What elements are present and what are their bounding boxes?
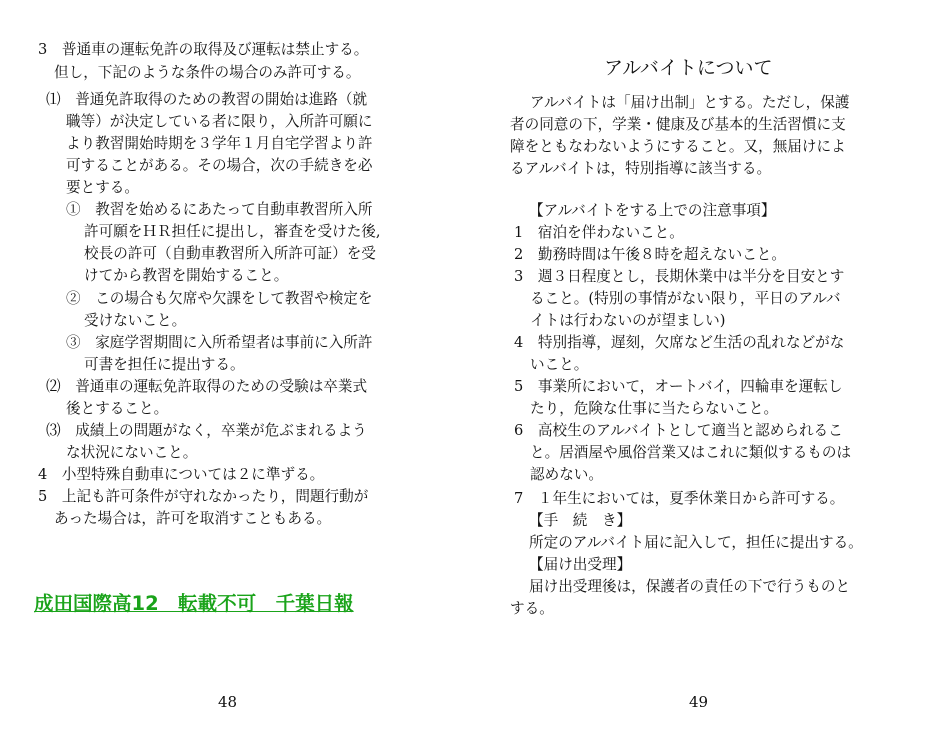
- right-text-line: 3 週３日程度とし，長期休業中は半分を目安とす: [514, 268, 845, 285]
- right-text-line: 2 勤務時間は午後８時を超えないこと。: [514, 246, 786, 263]
- left-text-line: 受けないこと。: [84, 312, 187, 329]
- left-text-line: 職等）が決定している者に限り，入所許可願に: [66, 113, 373, 130]
- right-text-line: 認めない。: [530, 466, 603, 483]
- right-text-line: 所定のアルバイト届に記入して，担任に提出する。: [529, 534, 863, 551]
- left-text-line: 要とする。: [66, 179, 139, 196]
- right-text-line: ること。(特別の事情がない限り，平日のアルバ: [530, 290, 841, 307]
- right-text-line: イトは行わないのが望ましい): [530, 312, 726, 329]
- section-title: アルバイトについて: [604, 57, 773, 79]
- right-text-line: 1 宿泊を伴わないこと。: [514, 224, 684, 241]
- left-text-line: より教習開始時期を３学年１月自宅学習より許: [66, 135, 373, 152]
- right-text-line: 6 高校生のアルバイトとして適当と認められるこ: [514, 422, 843, 439]
- left-text-line: けてから教習を開始すること。: [84, 267, 289, 284]
- left-text-line: 但し，下記のような条件の場合のみ許可する。: [54, 64, 361, 81]
- right-text-line: 者の同意の下，学業・健康及び基本的生活習慣に支: [510, 116, 846, 133]
- left-text-line: ② この場合も欠席や欠課をして教習や検定を: [66, 290, 373, 307]
- left-text-line: な状況にないこと。: [66, 444, 198, 461]
- left-text-line: ⑶ 成績上の問題がなく，卒業が危ぶまれるよう: [46, 422, 367, 439]
- right-text-line: 7 １年生においては，夏季休業日から許可する。: [514, 490, 845, 507]
- left-text-line: ③ 家庭学習期間に入所希望者は事前に入所許: [66, 334, 373, 351]
- left-text-line: 後とすること。: [66, 400, 169, 417]
- right-text-line: 【届け出受理】: [529, 556, 632, 573]
- left-text-line: あった場合は，許可を取消すこともある。: [54, 510, 332, 527]
- right-text-line: 届け出受理後は，保護者の責任の下で行うものと: [529, 578, 851, 595]
- right-text-line: 障をともなわないようにすること。又，無届けによ: [510, 138, 846, 155]
- right-text-line: と。居酒屋や風俗営業又はこれに類似するものは: [530, 444, 852, 461]
- watermark-stamp: 成田国際高12 転載不可 千葉日報: [34, 592, 354, 615]
- left-text-line: 5 上記も許可条件が守れなかったり，問題行動が: [38, 488, 369, 505]
- left-text-line: ⑴ 普通免許取得のための教習の開始は進路（就: [46, 91, 368, 108]
- right-text-line: 4 特別指導，遅刻，欠席など生活の乱れなどがな: [514, 334, 845, 351]
- page-number-left: 48: [218, 693, 238, 711]
- left-text-line: 3 普通車の運転免許の取得及び運転は禁止する。: [38, 41, 369, 58]
- right-text-line: する。: [510, 600, 554, 617]
- left-text-line: 4 小型特殊自動車については２に準ずる。: [38, 466, 325, 483]
- right-text-line: アルバイトは「届け出制」とする。ただし，保護: [530, 94, 850, 111]
- right-text-line: いこと。: [530, 356, 589, 373]
- right-text-line: 【アルバイトをする上での注意事項】: [529, 202, 776, 219]
- right-text-line: るアルバイトは，特別指導に該当する。: [510, 160, 772, 177]
- left-text-line: 可書を担任に提出する。: [84, 356, 245, 373]
- right-text-line: たり，危険な仕事に当たらないこと。: [530, 400, 779, 417]
- left-text-line: 許可願をＨＲ担任に提出し，審査を受けた後,: [84, 223, 381, 240]
- left-text-line: 可することがある。その場合，次の手続きを必: [66, 157, 373, 174]
- right-text-line: 【手 続 き】: [529, 512, 632, 529]
- page-number-right: 49: [689, 693, 709, 711]
- right-page: [475, 0, 950, 739]
- left-text-line: ① 教習を始めるにあたって自動車教習所入所: [66, 201, 373, 218]
- left-text-line: 校長の許可（自動車教習所入所許可証）を受: [84, 245, 376, 262]
- right-text-line: 5 事業所において，オートバイ，四輪車を運転し: [514, 378, 843, 395]
- left-text-line: ⑵ 普通車の運転免許取得のための受験は卒業式: [46, 378, 368, 395]
